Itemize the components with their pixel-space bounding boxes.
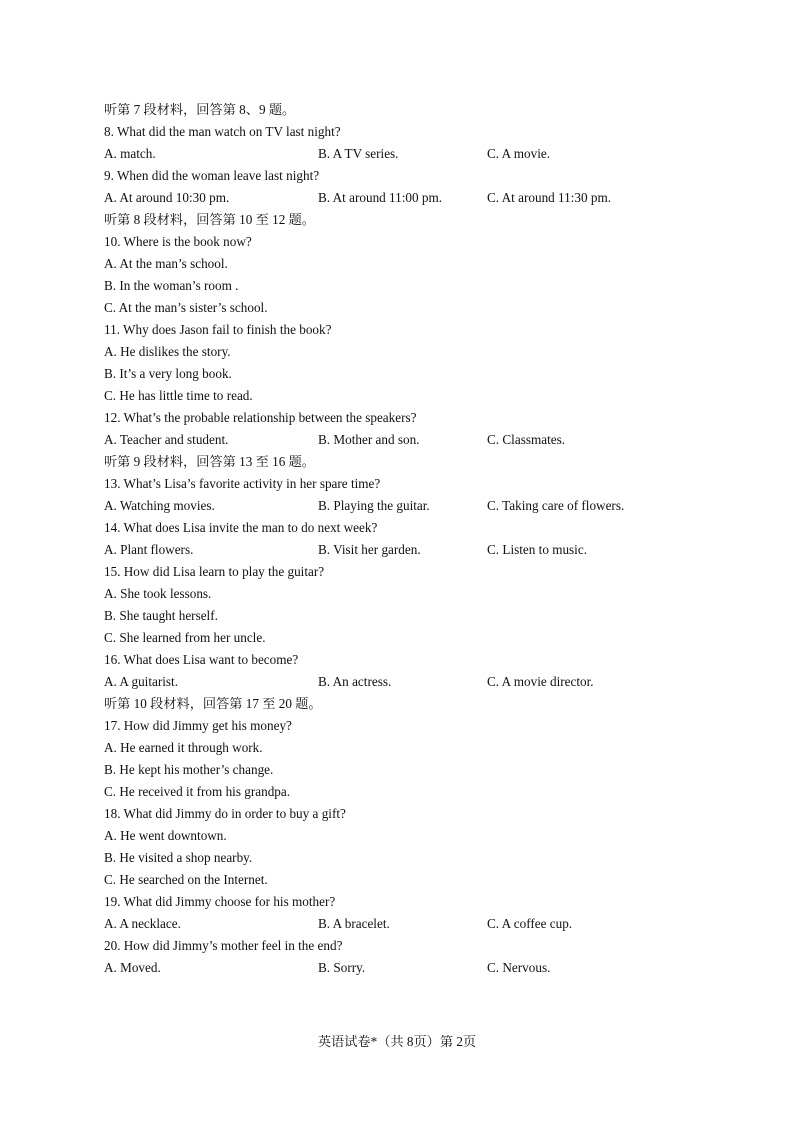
answer-option-c: C. A movie director. xyxy=(487,674,594,689)
answer-option: A. He went downtown. xyxy=(104,828,227,843)
question-text: 16. What does Lisa want to become? xyxy=(104,652,299,667)
answer-option-a: A. A necklace. xyxy=(104,916,181,931)
answer-options-row xyxy=(104,495,724,517)
answer-option: C. She learned from her uncle. xyxy=(104,630,266,645)
answer-option-b: B. An actress. xyxy=(318,674,392,689)
section-instruction: 听第 8 段材料，回答第 10 至 12 题。 xyxy=(104,212,315,227)
answer-option-b: B. Playing the guitar. xyxy=(318,498,430,513)
answer-option-b: B. A TV series. xyxy=(318,146,399,161)
answer-option-c: C. A movie. xyxy=(487,146,551,161)
answer-option-b: B. At around 11:00 pm. xyxy=(318,190,443,205)
answer-option: B. In the woman’s room . xyxy=(104,278,239,293)
exam-page-content xyxy=(104,99,724,979)
answer-option: A. At the man’s school. xyxy=(104,256,228,271)
answer-options-row xyxy=(104,143,724,165)
question-text: 12. What’s the probable relationship between the speakers? xyxy=(104,410,417,425)
question-text: 15. How did Lisa learn to play the guitar? xyxy=(104,564,325,579)
question-text: 10. Where is the book now? xyxy=(104,234,252,249)
answer-option-b: B. A bracelet. xyxy=(318,916,390,931)
answer-option-a: A. Plant flowers. xyxy=(104,542,194,557)
answer-option-a: A. Teacher and student. xyxy=(104,432,229,447)
question-text: 19. What did Jimmy choose for his mother? xyxy=(104,894,336,909)
page-footer: 英语试卷*（共 8页）第 2页 xyxy=(317,1034,477,1049)
question-text: 20. How did Jimmy’s mother feel in the end? xyxy=(104,938,343,953)
answer-option: C. He received it from his grandpa. xyxy=(104,784,291,799)
question-text: 11. Why does Jason fail to finish the book? xyxy=(104,322,332,337)
section-instruction: 听第 9 段材料，回答第 13 至 16 题。 xyxy=(104,454,315,469)
answer-option-a: A. A guitarist. xyxy=(104,674,178,689)
answer-option-a: A. Moved. xyxy=(104,960,161,975)
question-text: 14. What does Lisa invite the man to do next week? xyxy=(104,520,378,535)
answer-option: A. He dislikes the story. xyxy=(104,344,231,359)
answer-option-c: C. At around 11:30 pm. xyxy=(487,190,612,205)
answer-options-row xyxy=(104,187,724,209)
answer-option: B. She taught herself. xyxy=(104,608,218,623)
answer-option-c: C. A coffee cup. xyxy=(487,916,573,931)
answer-option-b: B. Visit her garden. xyxy=(318,542,421,557)
question-text: 13. What’s Lisa’s favorite activity in her spare time? xyxy=(104,476,381,491)
answer-option-c: C. Nervous. xyxy=(487,960,551,975)
answer-options-row xyxy=(104,671,724,693)
answer-option: B. It’s a very long book. xyxy=(104,366,232,381)
answer-option-c: C. Listen to music. xyxy=(487,542,588,557)
question-text: 18. What did Jimmy do in order to buy a gift? xyxy=(104,806,346,821)
question-text: 9. When did the woman leave last night? xyxy=(104,168,320,183)
answer-option: C. At the man’s sister’s school. xyxy=(104,300,268,315)
answer-option: B. He kept his mother’s change. xyxy=(104,762,274,777)
section-instruction: 听第 7 段材料，回答第 8、9 题。 xyxy=(104,102,296,117)
answer-option: A. He earned it through work. xyxy=(104,740,263,755)
answer-option: C. He has little time to read. xyxy=(104,388,253,403)
section-instruction: 听第 10 段材料，回答第 17 至 20 题。 xyxy=(104,696,322,711)
answer-option-b: B. Mother and son. xyxy=(318,432,420,447)
answer-options-row xyxy=(104,539,724,561)
answer-option-a: A. At around 10:30 pm. xyxy=(104,190,230,205)
answer-option-a: A. Watching movies. xyxy=(104,498,215,513)
answer-option-a: A. match. xyxy=(104,146,156,161)
answer-option-b: B. Sorry. xyxy=(318,960,366,975)
answer-options-row xyxy=(104,913,724,935)
question-text: 17. How did Jimmy get his money? xyxy=(104,718,292,733)
answer-options-row xyxy=(104,429,724,451)
answer-option: A. She took lessons. xyxy=(104,586,212,601)
answer-option-c: C. Classmates. xyxy=(487,432,566,447)
answer-option-c: C. Taking care of flowers. xyxy=(487,498,625,513)
answer-option: B. He visited a shop nearby. xyxy=(104,850,253,865)
question-text: 8. What did the man watch on TV last night? xyxy=(104,124,341,139)
answer-options-row xyxy=(104,957,724,979)
answer-option: C. He searched on the Internet. xyxy=(104,872,268,887)
